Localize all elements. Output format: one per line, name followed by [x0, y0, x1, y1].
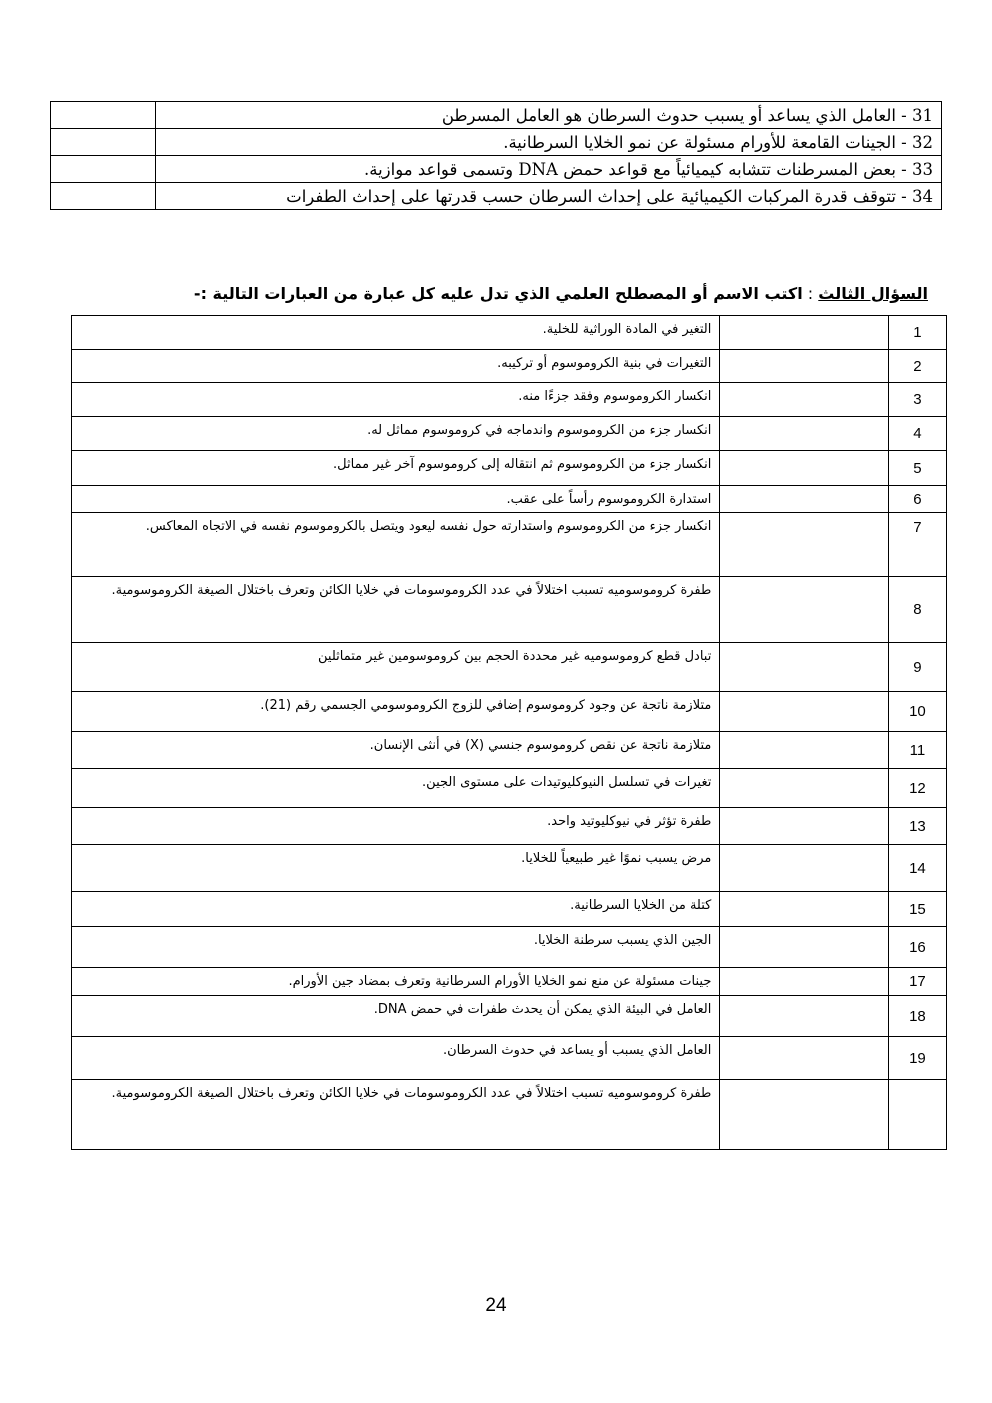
row-number: 18 [888, 996, 946, 1037]
table-row [72, 350, 947, 383]
table-row [72, 845, 947, 892]
statement-text: طفرة كروموسوميه تسبب اختلالاً في عدد الكروموسومات في خلايا الكائن وتعرف باختلال الصيغة الكروموسومية. [72, 577, 720, 643]
table-row [72, 968, 947, 996]
table-row [72, 732, 947, 769]
statement-cell [156, 129, 942, 156]
table-row [72, 383, 947, 417]
answer-cell[interactable] [720, 1037, 888, 1080]
answer-cell[interactable] [720, 968, 888, 996]
statement-text: مرض يسبب نموًا غير طبيعياً للخلايا. [72, 845, 720, 892]
table-row [51, 102, 942, 129]
statement-text: - بعض المسرطنات تتشابه كيميائياً مع قواعد حمض DNA وتسمى قواعد موازية. [363, 159, 907, 179]
row-number: 31 [912, 105, 933, 125]
table-row [51, 156, 942, 183]
table-row [72, 1037, 947, 1080]
table-row [72, 892, 947, 927]
statement-text: العامل في البيئة الذي يمكن أن يحدث طفرات في حمض DNA. [72, 996, 720, 1037]
answer-cell[interactable] [720, 769, 888, 808]
row-number: 19 [888, 1037, 946, 1080]
row-number: 16 [888, 927, 946, 968]
answer-cell[interactable] [720, 732, 888, 769]
table-row [72, 808, 947, 845]
answer-cell[interactable] [720, 577, 888, 643]
statement-text: متلازمة ناتجة عن نقص كروموسوم جنسي (X) في أنثى الإنسان. [72, 732, 720, 769]
answer-cell[interactable] [720, 451, 888, 486]
answer-cell[interactable] [51, 129, 156, 156]
row-number: 9 [888, 643, 946, 692]
row-number: 2 [888, 350, 946, 383]
answer-cell[interactable] [720, 350, 888, 383]
statement-text: متلازمة ناتجة عن وجود كروموسوم إضافي للزوج الكروموسومي الجسمي رقم (21). [72, 692, 720, 732]
table-row [72, 996, 947, 1037]
table-row [72, 927, 947, 968]
row-number: 6 [888, 486, 946, 513]
table-row [51, 183, 942, 210]
row-number: 32 [912, 132, 933, 152]
table-row [72, 1080, 947, 1150]
question-prompt: اكتب الاسم أو المصطلح العلمي الذي تدل عليه كل عبارة من العبارات التالية :- [193, 284, 803, 303]
answer-cell[interactable] [51, 156, 156, 183]
answer-cell[interactable] [720, 692, 888, 732]
row-number: 17 [888, 968, 946, 996]
table-row [72, 643, 947, 692]
statement-cell [156, 156, 942, 183]
statement-text: كتلة من الخلايا السرطانية. [72, 892, 720, 927]
statement-text: طفرة تؤثر في نيوكليوتيد واحد. [72, 808, 720, 845]
row-number: 8 [888, 577, 946, 643]
statement-text: جينات مسئولة عن منع نمو الخلايا الأورام السرطانية وتعرف بمضاد جين الأورام. [72, 968, 720, 996]
table-row [72, 769, 947, 808]
answer-cell[interactable] [720, 845, 888, 892]
statement-text: - الجينات القامعة للأورام مسئولة عن نمو الخلايا السرطانية. [503, 132, 907, 152]
statement-text: - تتوقف قدرة المركبات الكيميائية على إحداث السرطان حسب قدرتها على إحداث الطفرات [286, 186, 907, 206]
answer-cell[interactable] [51, 183, 156, 210]
answer-cell[interactable] [720, 316, 888, 350]
row-number: 12 [888, 769, 946, 808]
statement-text: تبادل قطع كروموسوميه غير محددة الحجم بين كروموسومين غير متماثلين [72, 643, 720, 692]
row-number: 3 [888, 383, 946, 417]
statement-cell [156, 102, 942, 129]
row-number [888, 1080, 946, 1150]
statement-cell [156, 183, 942, 210]
statement-text: التغيرات في بنية الكروموسوم أو تركيبه. [72, 350, 720, 383]
statement-text: انكسار جزء من الكروموسوم ثم انتقاله إلى كروموسوم آخر غير مماثل. [72, 451, 720, 486]
row-number: 11 [888, 732, 946, 769]
question-separator: : [807, 284, 814, 303]
answer-cell[interactable] [720, 808, 888, 845]
answer-cell[interactable] [720, 383, 888, 417]
row-number: 34 [912, 186, 933, 206]
row-number: 13 [888, 808, 946, 845]
true-false-table [50, 101, 942, 210]
statement-text: انكسار جزء من الكروموسوم واستدارته حول نفسه ليعود ويتصل بالكروموسوم نفسه في الاتجاه المعاكس. [72, 513, 720, 577]
question-title: السؤال الثالث [818, 284, 928, 303]
terms-table [71, 315, 947, 1150]
table-row [51, 129, 942, 156]
table-row [72, 577, 947, 643]
answer-cell[interactable] [720, 643, 888, 692]
answer-cell[interactable] [720, 513, 888, 577]
table-row [72, 513, 947, 577]
statement-text: التغير في المادة الوراثية للخلية. [72, 316, 720, 350]
answer-cell[interactable] [720, 927, 888, 968]
row-number: 1 [888, 316, 946, 350]
row-number: 33 [912, 159, 933, 179]
answer-cell[interactable] [51, 102, 156, 129]
row-number: 10 [888, 692, 946, 732]
answer-cell[interactable] [720, 486, 888, 513]
question-heading [194, 284, 928, 303]
table-row [72, 417, 947, 451]
answer-cell[interactable] [720, 892, 888, 927]
statement-text: الجين الذي يسبب سرطنة الخلايا. [72, 927, 720, 968]
row-number: 5 [888, 451, 946, 486]
answer-cell[interactable] [720, 1080, 888, 1150]
row-number: 4 [888, 417, 946, 451]
table-row [72, 486, 947, 513]
statement-text: تغيرات في تسلسل النيوكليوتيدات على مستوى الجين. [72, 769, 720, 808]
statement-text: طفرة كروموسوميه تسبب اختلالاً في عدد الكروموسومات في خلايا الكائن وتعرف باختلال الصيغة الكروموسومية. [72, 1080, 720, 1150]
table-row [72, 692, 947, 732]
table-row [72, 451, 947, 486]
statement-text: العامل الذي يسبب أو يساعد في حدوث السرطان. [72, 1037, 720, 1080]
statement-text: - العامل الذي يساعد أو يسبب حدوث السرطان هو العامل المسرطن [441, 105, 907, 125]
row-number: 7 [888, 513, 946, 577]
table-row [72, 316, 947, 350]
statement-text: انكسار جزء من الكروموسوم واندماجه في كروموسوم مماثل له. [72, 417, 720, 451]
row-number: 15 [888, 892, 946, 927]
statement-text: انكسار الكروموسوم وفقد جزءًا منه. [72, 383, 720, 417]
statement-text: استدارة الكروموسوم رأساً على عقب. [72, 486, 720, 513]
page-number: 24 [485, 1295, 507, 1316]
answer-cell[interactable] [720, 996, 888, 1037]
row-number: 14 [888, 845, 946, 892]
answer-cell[interactable] [720, 417, 888, 451]
